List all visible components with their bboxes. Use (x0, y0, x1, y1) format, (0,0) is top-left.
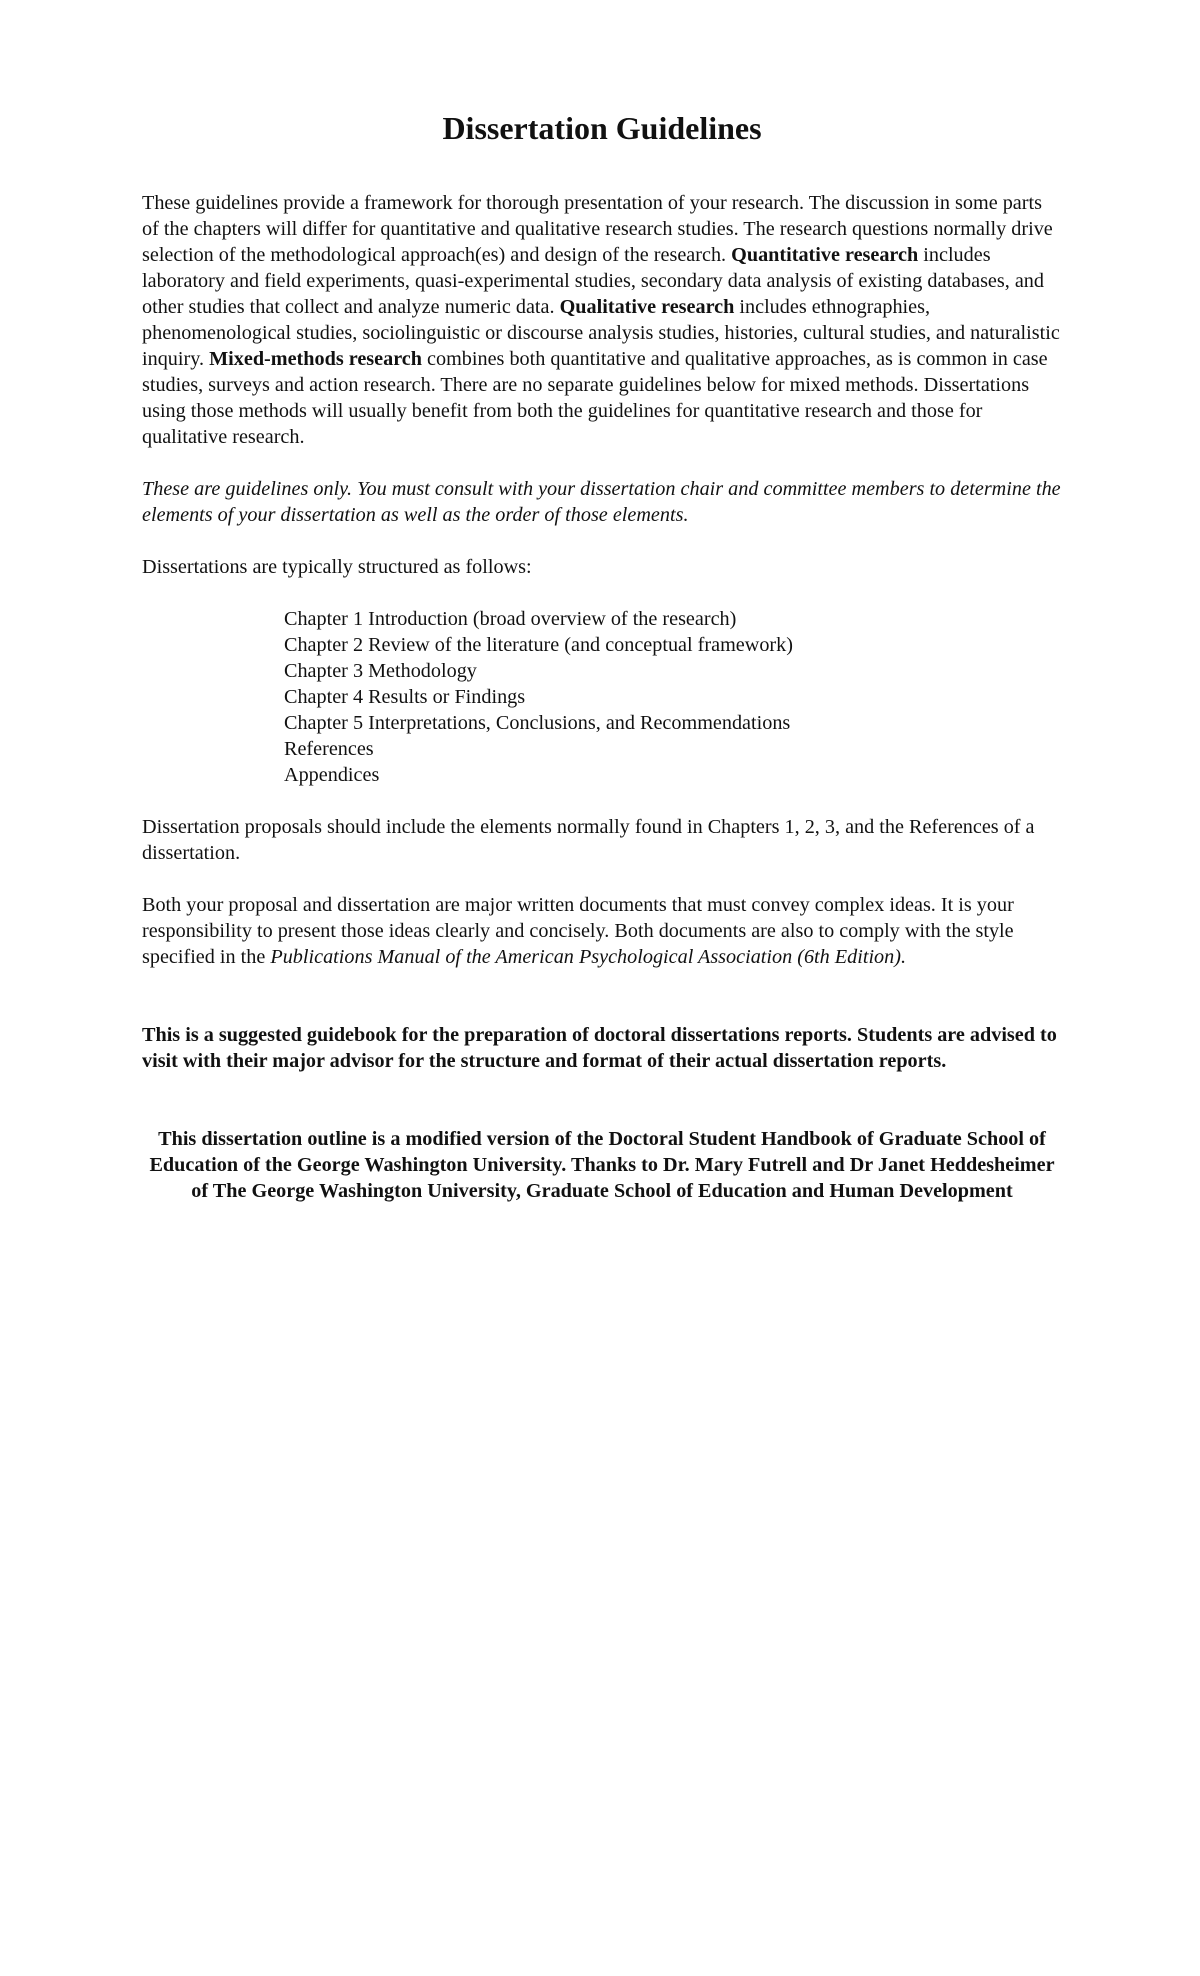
chapter-list-item: Chapter 2 Review of the literature (and conceptual framework) (284, 634, 793, 656)
intro-paragraph (142, 190, 1062, 450)
apa-manual-title: Publications Manual of the American Psychological Association (6th Edition). (270, 946, 907, 968)
proposal-paragraph: Dissertation proposals should include the elements normally found in Chapters 1, 2, 3, and the References of a dissertation. (142, 816, 1035, 864)
mixed-methods-research-description: combines both quantitative and qualitative approaches, as is common in case studies, surveys and action research. There are no separate guidelines below for mixed methods. Dissertations using those methods will usually benefit from both the guidelines for quantitative research and those for qualitative research. (142, 348, 1048, 448)
quantitative-research-description: includes laboratory and field experiments, quasi-experimental studies, secondary data analysis of existing databases, and other studies that collect and analyze numeric data. (142, 244, 1044, 318)
qualitative-research-term: Qualitative research (559, 296, 735, 318)
page-title: Dissertation Guidelines (442, 110, 762, 146)
quantitative-research-term: Quantitative research (731, 244, 919, 266)
qualitative-research-description: includes ethnographies, phenomenological studies, sociolinguistic or discourse analysis studies, histories, cultural studies, and naturalistic inquiry. (142, 296, 1060, 370)
chapter-list (284, 606, 1062, 788)
credits-notice: This dissertation outline is a modified version of the Doctoral Student Handbook of Graduate School of Education of the George Washington University. Thanks to Dr. Mary Futrell and Dr Janet Heddesheimer of The George Washington University, Graduate School of Education and Human Development (149, 1128, 1055, 1202)
guidelines-note: These are guidelines only. You must consult with your dissertation chair and committee members to determine the elements of your dissertation as well as the order of those elements. (142, 478, 1061, 526)
chapter-list-item: Chapter 3 Methodology (284, 660, 477, 682)
chapter-list-item: Chapter 4 Results or Findings (284, 686, 526, 708)
chapter-list-item: References (284, 738, 374, 760)
mixed-methods-research-term: Mixed-methods research (209, 348, 422, 370)
guidebook-notice: This is a suggested guidebook for the preparation of doctoral dissertations reports. Students are advised to visit with their major advisor for the structure and format of their actual dissertation reports. (142, 1024, 1057, 1072)
intro-text: These guidelines provide a framework for thorough presentation of your research. The discussion in some parts of the chapters will differ for quantitative and qualitative research studies. The research questions normally drive selection of the methodological approach(es) and design of the research. (142, 192, 1053, 266)
chapter-list-item: Chapter 1 Introduction (broad overview of the research) (284, 608, 737, 630)
chapter-list-item: Chapter 5 Interpretations, Conclusions, and Recommendations (284, 712, 791, 734)
structure-lead: Dissertations are typically structured as follows: (142, 556, 532, 578)
chapter-list-item: Appendices (284, 764, 380, 786)
documents-paragraph (142, 892, 1062, 970)
document-page (142, 0, 1062, 1204)
documents-text: Both your proposal and dissertation are major written documents that must convey complex ideas. It is your responsibility to present those ideas clearly and concisely. Both documents are also to comply with the style specified in the (142, 894, 1014, 968)
